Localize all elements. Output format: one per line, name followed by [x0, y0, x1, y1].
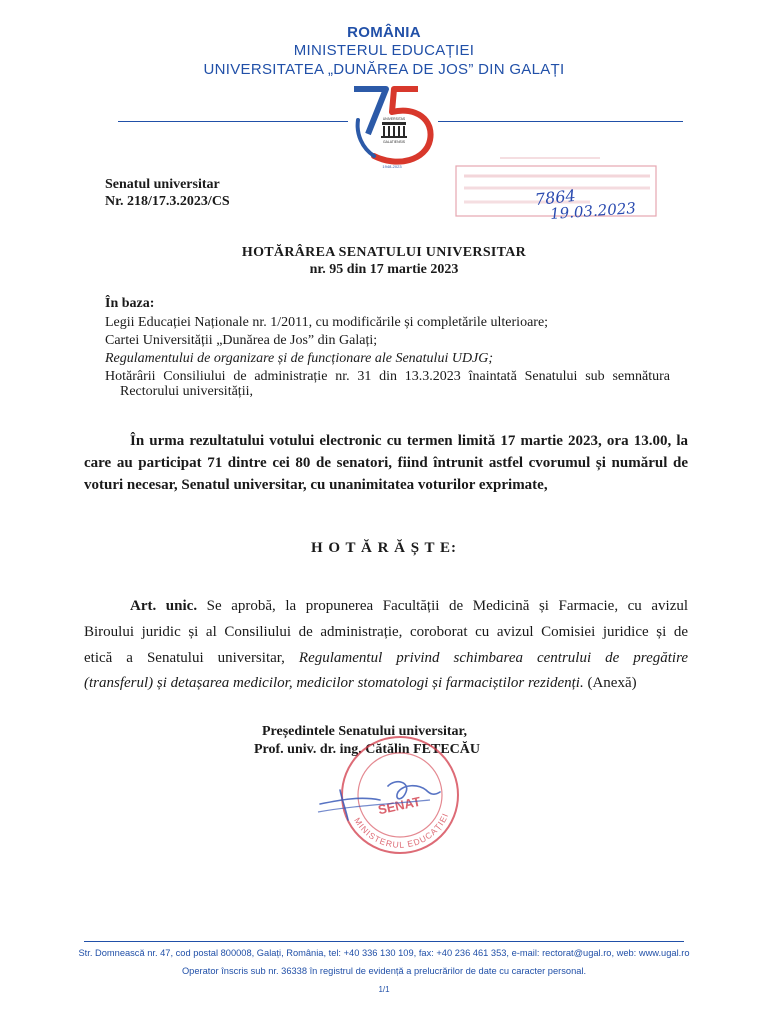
senate-seal-icon [300, 730, 470, 870]
registration-stamp [450, 152, 665, 224]
basis-item: Hotărârii Consiliului de administrație nr. 31 din 13.3.2023 înaintată Senatului sub semnătura [105, 369, 670, 384]
footer-address: Str. Domnească nr. 47, cod postal 800008, Galați, România, tel: +40 336 130 109, fax: +40 236 461 353, e-mail: rectorat@ugal.ro, web: www.ugal.ro [78, 948, 690, 958]
decision-title: HOTĂRÂREA SENATULUI UNIVERSITAR [241, 245, 527, 260]
header-rule-right [438, 121, 683, 122]
svg-text:UNIVERSITAS: UNIVERSITAS [382, 117, 406, 121]
regulation-title: Regulamentul privind schimbarea centrului de pregătire [298, 650, 689, 666]
svg-text:MINISTERUL EDUCAȚIEI: MINISTERUL EDUCAȚIEI [352, 811, 451, 850]
regulation-title: (transferul) și detașarea medicilor, medicilor stomatologi și farmaciștilor rezidenți. [84, 675, 584, 691]
article-line [84, 675, 637, 692]
article-text: Se aprobă, la propunerea Facultății de Medicină și Farmacie, cu avizul [206, 598, 689, 614]
svg-text:SENAT: SENAT [376, 793, 422, 818]
annex-reference: (Anexă) [587, 675, 637, 691]
footer-operator: Operator înscris sub nr. 36338 în registrul de evidență a prelucrărilor de date cu caracter personal. [181, 966, 587, 976]
vote-line: voturi necesar, Senatul universitar, cu unanimitatea voturilor exprimate, [84, 477, 548, 493]
decides-heading: H O T Ă R Ă Ș T E: [310, 540, 458, 556]
basis-item: Rectorului universității, [120, 384, 253, 399]
basis-heading: În baza: [105, 296, 155, 311]
anniversary-logo [348, 82, 440, 174]
basis-item: Legii Educației Naționale nr. 1/2011, cu modificările și completările ulterioare; [105, 315, 549, 330]
header-country: ROMÂNIA [347, 24, 421, 41]
signatory-name: Prof. univ. dr. ing. Cătălin FETECĂU [254, 742, 480, 757]
article-line [84, 650, 688, 667]
basis-item: Cartei Universității „Dunărea de Jos” din Galați; [105, 333, 378, 348]
vote-line: În urma rezultatului votului electronic cu termen limită 17 martie 2023, ora 13.00, la [130, 433, 688, 449]
anniversary-75-icon [348, 82, 440, 174]
article-line [130, 598, 688, 615]
article-line: Biroului juridic și al Consiliului de administrație, coroborat cu avizul Comisiei juridice și de [84, 624, 688, 640]
signatory-role: Președintele Senatului universitar, [262, 724, 467, 739]
senate-stamp [300, 730, 470, 870]
decision-subtitle: nr. 95 din 17 martie 2023 [309, 262, 459, 277]
article-label: Art. unic. [130, 598, 198, 614]
page-number: 1/1 [378, 985, 390, 994]
svg-text:GALATIENSIS: GALATIENSIS [383, 140, 405, 144]
stamp-handwritten-date: 19.03.2023 [549, 199, 637, 223]
footer-rule [84, 941, 684, 942]
senate-label: Senatul universitar [105, 177, 220, 192]
article-text: etică a Senatului universitar, [84, 650, 285, 666]
header-rule-left [118, 121, 348, 122]
header-university: UNIVERSITATEA „DUNĂREA DE JOS” DIN GALAȚI [203, 61, 565, 78]
senate-number: Nr. 218/17.3.2023/CS [105, 194, 230, 209]
stamp-handwritten-number: 7864 [534, 185, 577, 210]
svg-text:1948-2023: 1948-2023 [382, 164, 402, 169]
vote-line: care au participat 71 dintre cei 80 de senatori, fiind întrunit astfel cvorumul și numărul de [84, 455, 688, 471]
basis-item: Regulamentului de organizare și de funcționare ale Senatului UDJG; [105, 351, 494, 366]
header-ministry: MINISTERUL EDUCAȚIEI [293, 42, 475, 59]
